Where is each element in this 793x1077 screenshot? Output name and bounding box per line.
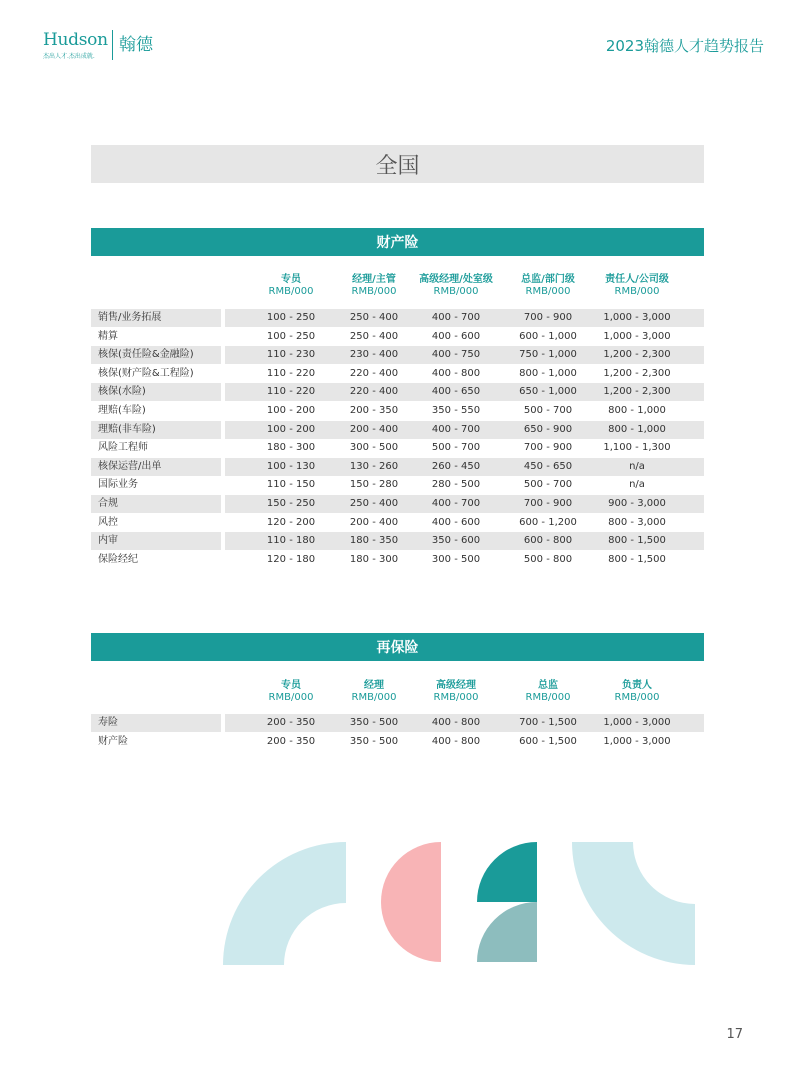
salary-range-cell: 1,000 - 3,000	[603, 330, 671, 342]
salary-range-cell: 350 - 500	[349, 717, 399, 728]
light-teal-quarter-arc-left	[223, 842, 346, 965]
salary-range-cell: 650 - 1,000	[519, 386, 577, 398]
column-unit: RMB/000	[351, 692, 397, 703]
row-label: 风险工程师	[98, 442, 148, 454]
salary-range-cell: 700 - 900	[523, 312, 573, 323]
salary-range-cell: n/a	[629, 479, 645, 491]
salary-range-cell: 280 - 500	[431, 479, 481, 491]
salary-range-cell: 350 - 500	[349, 736, 399, 747]
salary-range-cell: 700 - 900	[523, 498, 573, 509]
salary-range-cell: 180 - 300	[266, 442, 316, 454]
salary-range-cell: 1,000 - 3,000	[603, 736, 671, 747]
logo-tagline: 杰出人才.杰出成就.	[43, 53, 95, 60]
column-unit: RMB/000	[614, 692, 660, 703]
salary-range-cell: 400 - 750	[431, 349, 481, 361]
column-unit: RMB/000	[433, 692, 479, 703]
salary-range-cell: 220 - 400	[349, 386, 399, 398]
salary-range-cell: 400 - 800	[431, 736, 481, 747]
column-unit: RMB/000	[525, 286, 571, 297]
section-title: 财产险	[376, 235, 419, 251]
salary-range-cell: 800 - 1,000	[519, 367, 577, 379]
salary-range-cell: 600 - 800	[523, 535, 573, 547]
salary-range-cell: 400 - 700	[431, 498, 481, 509]
salary-range-cell: 120 - 200	[266, 516, 316, 528]
column-unit: RMB/000	[351, 286, 397, 297]
salary-range-cell: 800 - 3,000	[608, 516, 666, 528]
row-label: 销售/业务拓展	[91, 309, 221, 327]
salary-range-cell: 400 - 800	[431, 717, 481, 728]
salary-range-cell: 110 - 230	[266, 349, 316, 361]
salary-range-cell: 200 - 400	[349, 423, 399, 435]
salary-range-cell: 400 - 600	[431, 330, 481, 342]
row-label: 风控	[98, 516, 118, 528]
salary-range-cell: 900 - 3,000	[608, 498, 666, 509]
salary-range-cell: 600 - 1,500	[519, 736, 577, 747]
column-unit: RMB/000	[525, 692, 571, 703]
salary-range-cell: 1,000 - 3,000	[603, 312, 671, 323]
salary-range-cell: n/a	[629, 460, 645, 472]
column-unit: RMB/000	[614, 286, 660, 297]
salary-range-cell: 300 - 500	[349, 442, 399, 454]
column-title: 责任人/公司级	[605, 274, 669, 285]
column-unit: RMB/000	[433, 286, 479, 297]
salary-range-cell: 100 - 130	[266, 460, 316, 472]
row-label: 核保(财产险&工程险)	[98, 367, 194, 379]
salary-range-cell: 700 - 1,500	[519, 717, 577, 728]
column-title: 经理	[364, 680, 384, 691]
salary-range-cell: 110 - 180	[266, 535, 316, 547]
salary-range-cell: 500 - 700	[523, 479, 573, 491]
salary-range-cell: 400 - 700	[431, 312, 481, 323]
column-title: 总监/部门级	[521, 274, 575, 285]
salary-range-cell: 250 - 400	[349, 498, 399, 509]
logo-chinese-name: 翰德	[119, 35, 153, 55]
salary-range-cell: 800 - 1,500	[608, 535, 666, 547]
salary-range-cell: 150 - 280	[349, 479, 399, 491]
column-title: 高级经理	[436, 680, 476, 691]
column-title: 高级经理/处室级	[419, 274, 493, 285]
sage-quarter-circle	[477, 902, 537, 962]
row-label: 保险经纪	[98, 553, 138, 565]
pink-half-circle	[381, 842, 441, 962]
row-label: 财产险	[98, 736, 128, 747]
salary-range-cell: 200 - 350	[266, 717, 316, 728]
salary-range-cell: 500 - 700	[523, 405, 573, 416]
salary-range-cell: 200 - 350	[266, 736, 316, 747]
column-title: 负责人	[622, 680, 652, 691]
row-label: 理赔(车险)	[98, 405, 146, 416]
salary-range-cell: 500 - 800	[523, 553, 573, 565]
salary-range-cell: 650 - 900	[523, 423, 573, 435]
page-number: 17	[726, 1027, 743, 1042]
salary-range-cell: 400 - 700	[431, 423, 481, 435]
salary-range-cell: 230 - 400	[349, 349, 399, 361]
light-teal-quarter-arc-right	[572, 842, 695, 965]
salary-range-cell: 400 - 800	[431, 367, 481, 379]
salary-range-cell: 180 - 350	[349, 535, 399, 547]
salary-range-cell: 1,200 - 2,300	[603, 386, 671, 398]
section-title: 再保险	[376, 640, 419, 656]
salary-range-cell: 750 - 1,000	[519, 349, 577, 361]
salary-range-cell: 1,200 - 2,300	[603, 367, 671, 379]
salary-range-cell: 450 - 650	[523, 460, 573, 472]
salary-range-cell: 700 - 900	[523, 442, 573, 454]
salary-range-cell: 110 - 220	[266, 367, 316, 379]
salary-range-cell: 100 - 250	[266, 330, 316, 342]
report-title: 2023翰德人才趋势报告	[605, 37, 764, 55]
salary-range-cell: 500 - 700	[431, 442, 481, 454]
salary-range-cell: 250 - 400	[349, 312, 399, 323]
salary-range-cell: 350 - 550	[431, 405, 481, 416]
salary-range-cell: 200 - 400	[349, 516, 399, 528]
salary-range-cell: 110 - 150	[266, 479, 316, 491]
salary-range-cell: 100 - 200	[266, 423, 316, 435]
salary-range-cell: 100 - 200	[266, 405, 316, 416]
salary-range-cell: 1,100 - 1,300	[603, 442, 671, 454]
salary-range-cell: 300 - 500	[431, 553, 481, 565]
row-label: 合规	[91, 495, 221, 513]
row-label: 核保(水险)	[91, 383, 221, 401]
salary-range-cell: 120 - 180	[266, 553, 316, 565]
salary-range-cell: 180 - 300	[349, 553, 399, 565]
salary-range-cell: 200 - 350	[349, 405, 399, 416]
row-label: 核保运营/出单	[91, 458, 221, 476]
row-label: 国际业务	[98, 479, 138, 491]
salary-range-cell: 250 - 400	[349, 330, 399, 342]
salary-range-cell: 350 - 600	[431, 535, 481, 547]
column-unit: RMB/000	[268, 692, 314, 703]
salary-range-cell: 1,000 - 3,000	[603, 717, 671, 728]
salary-range-cell: 400 - 650	[431, 386, 481, 398]
logo-english-name: Hudson	[43, 30, 108, 50]
column-title: 总监	[538, 680, 558, 691]
region-title: 全国	[375, 153, 420, 179]
row-label: 寿险	[91, 714, 221, 732]
salary-range-cell: 800 - 1,500	[608, 553, 666, 565]
salary-range-cell: 600 - 1,200	[519, 516, 577, 528]
salary-range-cell: 110 - 220	[266, 386, 316, 398]
salary-range-cell: 600 - 1,000	[519, 330, 577, 342]
row-label: 内审	[91, 532, 221, 550]
row-label: 核保(责任险&金融险)	[91, 346, 221, 364]
salary-range-cell: 800 - 1,000	[608, 423, 666, 435]
row-label: 精算	[98, 330, 118, 342]
salary-range-cell: 220 - 400	[349, 367, 399, 379]
column-unit: RMB/000	[268, 286, 314, 297]
column-title: 经理/主管	[352, 274, 396, 285]
salary-range-cell: 400 - 600	[431, 516, 481, 528]
column-title: 专员	[281, 680, 301, 691]
column-title: 专员	[281, 274, 301, 285]
salary-range-cell: 800 - 1,000	[608, 405, 666, 416]
salary-range-cell: 150 - 250	[266, 498, 316, 509]
salary-range-cell: 260 - 450	[431, 460, 481, 472]
teal-quarter-circle	[477, 842, 537, 902]
salary-range-cell: 1,200 - 2,300	[603, 349, 671, 361]
row-label: 理赔(非车险)	[91, 421, 221, 439]
salary-range-cell: 130 - 260	[349, 460, 399, 472]
salary-range-cell: 100 - 250	[266, 312, 316, 323]
